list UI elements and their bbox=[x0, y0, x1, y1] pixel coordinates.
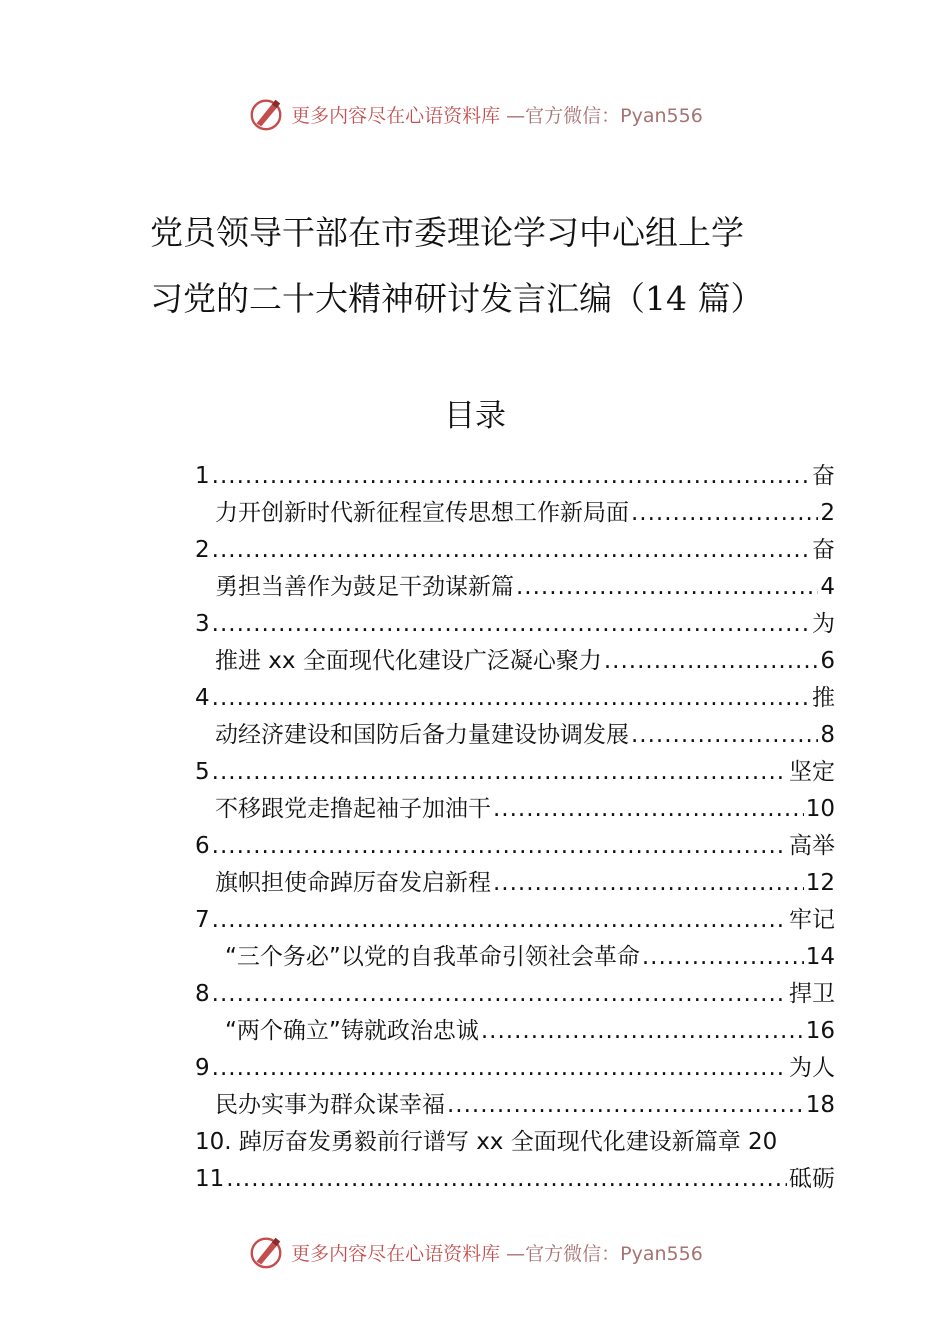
dot-leader bbox=[481, 1013, 804, 1050]
toc-entry-4-line-1[interactable] bbox=[195, 680, 835, 717]
dot-leader bbox=[212, 606, 810, 643]
dot-leader bbox=[631, 717, 818, 754]
watermark-brand: 更多内容尽在心语资料库 bbox=[291, 1242, 501, 1265]
dot-leader bbox=[212, 976, 787, 1013]
toc-text: “两个确立”铸就政治忠诚 bbox=[225, 1018, 479, 1044]
watermark-bottom bbox=[0, 1230, 950, 1274]
toc-number: 9 bbox=[195, 1055, 210, 1081]
toc-entry-2-line-1[interactable] bbox=[195, 532, 835, 569]
toc-entry-8-line-2[interactable] bbox=[195, 1013, 835, 1050]
toc-heading-start: 牢记 bbox=[789, 907, 835, 933]
watermark-brand: 更多内容尽在心语资料库 bbox=[291, 104, 501, 127]
toc-text: “三个务必”以党的自我革命引领社会革命 bbox=[225, 944, 640, 970]
document-title bbox=[150, 200, 810, 332]
toc-entry-3-line-1[interactable] bbox=[195, 606, 835, 643]
toc-page: 2 bbox=[820, 500, 835, 526]
toc-text: 力开创新时代新征程宣传思想工作新局面 bbox=[215, 500, 629, 526]
toc-number: 4 bbox=[195, 685, 210, 711]
toc-text: 动经济建设和国防后备力量建设协调发展 bbox=[215, 722, 629, 748]
toc-entry-2-line-2[interactable] bbox=[195, 569, 835, 606]
dot-leader bbox=[212, 1050, 787, 1087]
toc-heading-start: 捍卫 bbox=[789, 981, 835, 1007]
toc-heading-start: 砥砺 bbox=[789, 1166, 835, 1192]
toc-page: 12 bbox=[805, 870, 835, 896]
title-line-1: 党员领导干部在市委理论学习中心组上学 bbox=[150, 213, 744, 252]
dot-leader bbox=[447, 1087, 804, 1124]
dot-leader bbox=[516, 569, 818, 606]
dot-leader bbox=[226, 1161, 787, 1198]
toc-page: 10 bbox=[805, 796, 835, 822]
dot-leader bbox=[212, 754, 787, 791]
toc-entry-4-line-2[interactable] bbox=[195, 717, 835, 754]
toc-entry-7-line-2[interactable] bbox=[195, 939, 835, 976]
toc-entry-10[interactable] bbox=[195, 1124, 835, 1161]
toc-text: 旗帜担使命踔厉奋发启新程 bbox=[215, 870, 491, 896]
watermark-top bbox=[0, 92, 950, 136]
toc-text: 勇担当善作为鼓足干劲谋新篇 bbox=[215, 574, 514, 600]
toc-number: 1 bbox=[195, 463, 210, 489]
toc-entry-7-line-1[interactable] bbox=[195, 902, 835, 939]
dot-leader bbox=[642, 939, 804, 976]
dot-leader bbox=[493, 865, 804, 902]
toc-heading-start: 为人 bbox=[789, 1055, 835, 1081]
toc-number: 7 bbox=[195, 907, 210, 933]
toc-heading-start: 奋 bbox=[812, 463, 835, 489]
dot-leader bbox=[212, 458, 810, 495]
toc-heading-start: 高举 bbox=[789, 833, 835, 859]
toc-entry-6-line-2[interactable] bbox=[195, 865, 835, 902]
toc-page: 16 bbox=[805, 1018, 835, 1044]
watermark-wechat: —官方微信：Pyan556 bbox=[506, 104, 703, 127]
dot-leader bbox=[212, 532, 810, 569]
dot-leader bbox=[631, 495, 818, 532]
toc-entry-3-line-2[interactable] bbox=[195, 643, 835, 680]
toc-heading-start: 奋 bbox=[812, 537, 835, 563]
toc-entry-9-line-2[interactable] bbox=[195, 1087, 835, 1124]
toc-entry-11-line-1[interactable] bbox=[195, 1161, 835, 1198]
pen-logo-icon bbox=[247, 95, 285, 133]
toc-page: 18 bbox=[805, 1092, 835, 1118]
toc-text: 推进 xx 全面现代化建设广泛凝心聚力 bbox=[215, 648, 602, 674]
table-of-contents bbox=[195, 458, 835, 1198]
toc-page: 6 bbox=[820, 648, 835, 674]
toc-heading-start: 推 bbox=[812, 685, 835, 711]
toc-number: 2 bbox=[195, 537, 210, 563]
toc-entry-8-line-1[interactable] bbox=[195, 976, 835, 1013]
toc-page: 4 bbox=[820, 574, 835, 600]
watermark-wechat: —官方微信：Pyan556 bbox=[506, 1242, 703, 1265]
dot-leader bbox=[604, 643, 819, 680]
toc-heading-start: 坚定 bbox=[789, 759, 835, 785]
toc-text: 10. 踔厉奋发勇毅前行谱写 xx 全面现代化建设新篇章 20 bbox=[195, 1129, 778, 1155]
toc-number: 6 bbox=[195, 833, 210, 859]
dot-leader bbox=[212, 680, 810, 717]
toc-entry-9-line-1[interactable] bbox=[195, 1050, 835, 1087]
dot-leader bbox=[493, 791, 804, 828]
toc-entry-1-line-2[interactable] bbox=[195, 495, 835, 532]
dot-leader bbox=[212, 902, 787, 939]
title-line-2: 习党的二十大精神研讨发言汇编（14 篇） bbox=[150, 279, 764, 318]
toc-number: 11 bbox=[195, 1166, 225, 1192]
pen-logo-icon bbox=[247, 1233, 285, 1271]
toc-heading: 目录 bbox=[444, 398, 506, 434]
toc-number: 5 bbox=[195, 759, 210, 785]
toc-text: 民办实事为群众谋幸福 bbox=[215, 1092, 445, 1118]
toc-number: 8 bbox=[195, 981, 210, 1007]
toc-text: 不移跟党走撸起袖子加油干 bbox=[215, 796, 491, 822]
toc-entry-6-line-1[interactable] bbox=[195, 828, 835, 865]
toc-entry-1-line-1[interactable] bbox=[195, 458, 835, 495]
toc-number: 3 bbox=[195, 611, 210, 637]
toc-page: 8 bbox=[820, 722, 835, 748]
toc-entry-5-line-2[interactable] bbox=[195, 791, 835, 828]
toc-entry-5-line-1[interactable] bbox=[195, 754, 835, 791]
dot-leader bbox=[212, 828, 787, 865]
toc-heading-start: 为 bbox=[812, 611, 835, 637]
toc-page: 14 bbox=[805, 944, 835, 970]
